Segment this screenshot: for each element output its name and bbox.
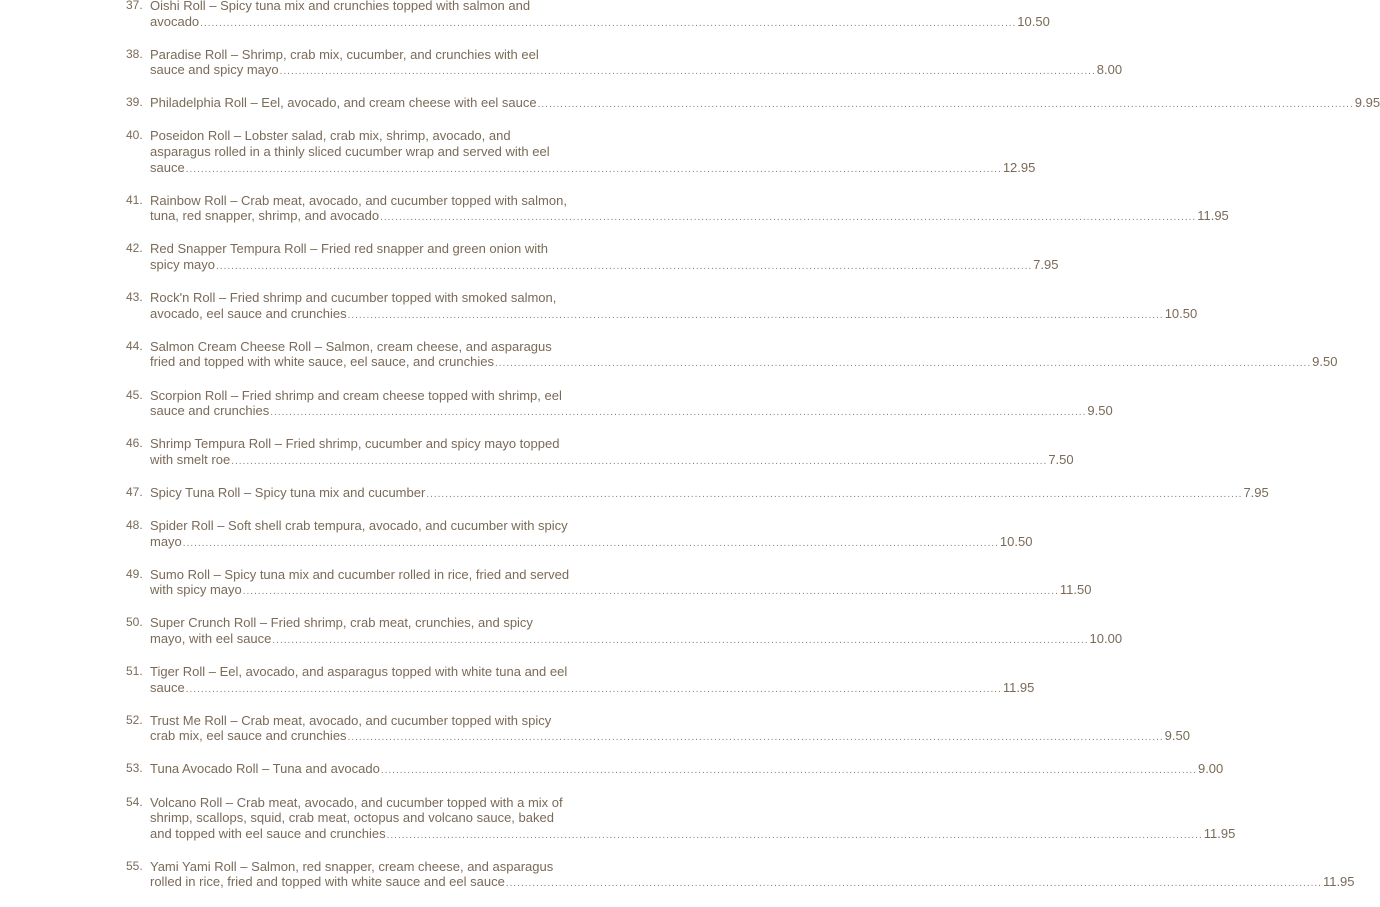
item-description [150,193,1229,226]
item-price: 9.50 [1164,728,1190,744]
description-line: sauce and crunchies [150,403,270,419]
description-last-line [150,761,1223,779]
item-price: 9.95 [1354,95,1380,111]
description-line: Volcano Roll – Crab meat, avocado, and cucumber topped with a mix of [150,794,563,810]
item-price: 12.95 [1002,159,1036,175]
menu-item [126,517,1033,551]
description-last-line [150,403,1113,421]
description-line: asparagus rolled in a thinly sliced cucumber wrap and served with eel [150,144,550,160]
dot-leader [506,876,1322,892]
item-number: 42. [126,241,143,256]
description-line: with spicy mayo [150,582,242,598]
menu-item [126,436,1074,469]
description-line: Trust Me Roll – Crab meat, avocado, and cucumber topped with spicy [150,712,552,728]
item-price: 11.95 [1322,874,1355,890]
description-last-line [150,95,1380,113]
description-line: Rock'n Roll – Fried shrimp and cucumber topped with smoked salmon, [150,290,557,306]
item-number: 40. [126,128,143,143]
description-last-line [150,485,1269,503]
dot-leader [231,454,1047,470]
description-line: Yami Yami Roll – Salmon, red snapper, cream cheese, and asparagus [150,858,554,874]
description-line: mayo, with eel sauce [150,630,272,646]
menu-item [126,338,1338,372]
item-description [150,388,1113,421]
item-price: 8.00 [1096,62,1123,78]
description-line: mayo [150,533,182,549]
description-line: rolled in rice, fried and topped with white sauce and eel sauce [150,874,505,890]
dot-leader [200,16,1016,32]
description-line: Paradise Roll – Shrimp, crab mix, cucumber, and crunchies with eel [150,46,539,62]
description-line: Tuna Avocado Roll – Tuna and avocado [150,761,380,777]
description-last-line [150,208,1229,226]
description-line: fried and topped with white sauce, eel sauce, and crunchies [150,354,494,370]
description-last-line [150,874,1355,892]
menu-item [126,858,1355,892]
item-number: 41. [126,192,143,207]
item-price: 9.00 [1197,761,1224,777]
description-last-line [150,534,1032,552]
dot-leader [426,487,1242,503]
item-number: 53. [126,761,143,776]
description-line: sauce [150,679,185,695]
description-last-line [150,826,1235,844]
item-number: 48. [126,517,143,532]
description-line: Oishi Roll – Spicy tuna mix and crunchies topped with salmon and [150,0,531,13]
item-number: 39. [126,95,143,110]
dot-leader [348,308,1164,324]
item-price: 7.95 [1243,484,1269,500]
item-number: 52. [126,712,143,727]
dot-leader [381,763,1197,779]
item-price: 9.50 [1087,403,1113,419]
menu-item [126,484,1269,503]
dot-leader [272,633,1088,649]
item-description [150,95,1380,113]
description-last-line [150,680,1034,698]
item-price: 7.95 [1033,257,1059,273]
item-description [150,664,1034,697]
description-line: Spicy Tuna Roll – Spicy tuna mix and cucumber [150,484,426,500]
dot-leader [183,536,999,552]
description-line: tuna, red snapper, shrimp, and avocado [150,208,380,224]
menu-item [126,192,1229,226]
menu-item [126,664,1035,697]
description-last-line [150,728,1190,746]
description-line: and topped with eel sauce and crunchies [150,825,386,841]
item-number: 43. [126,290,143,305]
menu-item [126,712,1190,746]
description-line: crab mix, eel sauce and crunchies [150,728,347,744]
item-number: 38. [126,46,143,61]
item-description [150,0,1050,31]
item-price: 9.50 [1312,354,1338,370]
description-line: with smelt roe [150,451,231,467]
item-number: 55. [126,858,143,873]
item-price: 7.50 [1048,451,1074,467]
item-price: 10.50 [1017,13,1050,29]
menu-item [126,128,1036,177]
description-line: Shrimp Tempura Roll – Fried shrimp, cucumber and spicy mayo topped [150,436,560,452]
item-description [150,241,1058,274]
item-price: 11.95 [1197,208,1229,224]
item-price: 11.95 [1203,825,1236,841]
description-last-line [150,306,1197,324]
item-description [150,128,1035,177]
dot-leader [243,584,1059,600]
item-number: 46. [126,436,143,451]
item-price: 10.50 [999,533,1033,549]
item-description [150,859,1355,892]
menu-item [126,46,1123,80]
description-line: Tiger Roll – Eel, avocado, and asparagus topped with white tuna and eel [150,664,568,680]
menu-item [126,290,1198,323]
dot-leader [348,730,1164,746]
menu-item [126,387,1113,421]
menu-item [126,95,1380,113]
description-last-line [150,257,1058,275]
description-last-line [150,631,1122,649]
description-line: Red Snapper Tempura Roll – Fried red snapper and green onion with [150,241,548,257]
description-line: Sumo Roll – Spicy tuna mix and cucumber rolled in rice, fried and served [150,566,570,582]
description-last-line [150,354,1337,372]
description-last-line [150,582,1091,600]
menu-list [126,0,1380,907]
item-price: 10.50 [1164,305,1198,321]
dot-leader [495,356,1311,372]
item-number: 45. [126,387,143,402]
item-number: 47. [126,484,143,499]
description-line: Philadelphia Roll – Eel, avocado, and cream cheese with eel sauce [150,95,537,111]
item-price: 11.95 [1002,679,1035,695]
item-number: 51. [126,664,143,679]
menu-item [126,566,1092,600]
dot-leader [280,64,1096,80]
description-line: sauce [150,159,185,175]
description-line: avocado [150,13,200,29]
item-description [150,290,1197,323]
menu-item [126,241,1059,274]
item-number: 37. [126,0,143,12]
menu-item [126,0,1050,31]
description-line: Poseidon Roll – Lobster salad, crab mix, shrimp, avocado, and [150,128,511,144]
description-last-line [150,62,1122,80]
description-last-line [150,160,1035,178]
item-number: 49. [126,566,143,581]
dot-leader [186,162,1002,178]
dot-leader [216,259,1032,275]
description-line: Rainbow Roll – Crab meat, avocado, and cucumber topped with salmon, [150,192,567,208]
item-description [150,713,1190,746]
item-number: 44. [126,338,143,353]
item-number: 50. [126,615,143,630]
item-price: 11.50 [1059,582,1092,598]
dot-leader [387,828,1203,844]
description-last-line [150,14,1050,32]
description-line: Salmon Cream Cheese Roll – Salmon, cream cheese, and asparagus [150,338,552,354]
item-description [150,485,1269,503]
description-line: avocado, eel sauce and crunchies [150,305,347,321]
description-line: sauce and spicy mayo [150,62,279,78]
description-line: Scorpion Roll – Fried shrimp and cream cheese topped with shrimp, eel [150,387,562,403]
menu-item [126,794,1236,844]
description-line: spicy mayo [150,257,216,273]
item-description [150,518,1032,551]
item-description [150,795,1235,844]
item-description [150,567,1091,600]
description-line: Super Crunch Roll – Fried shrimp, crab meat, crunchies, and spicy [150,615,533,631]
item-description [150,761,1223,779]
dot-leader [270,405,1086,421]
item-description [150,47,1122,80]
dot-leader [538,97,1354,113]
item-description [150,339,1337,372]
dot-leader [186,682,1002,698]
item-number: 54. [126,794,143,809]
description-last-line [150,452,1074,470]
description-line: Spider Roll – Soft shell crab tempura, avocado, and cucumber with spicy [150,517,568,533]
menu-item [126,761,1224,779]
item-description [150,615,1122,648]
dot-leader [380,210,1196,226]
description-line: shrimp, scallops, squid, crab meat, octopus and volcano sauce, baked [150,810,554,826]
item-description [150,436,1074,469]
menu-item [126,615,1123,648]
item-price: 10.00 [1089,630,1123,646]
